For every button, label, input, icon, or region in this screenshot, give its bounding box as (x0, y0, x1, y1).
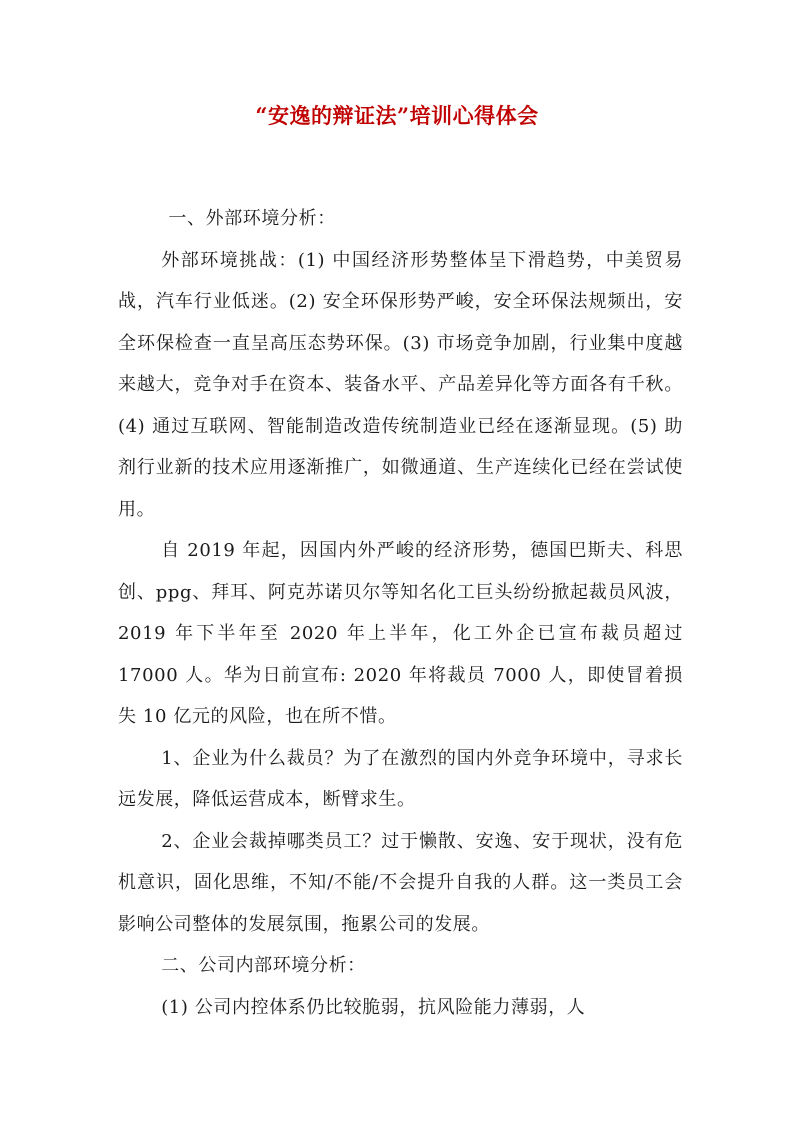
paragraph-internal-control: (1) 公司内控体系仍比较脆弱，抗风险能力薄弱，人 (161, 996, 586, 1018)
paragraph-who-laid-off: 2、企业会裁掉哪类员工？过于懒散、安逸、安于现状，没有危机意识，固化思维，不知/不能/不会提升自我的人群。这一类员工会影响公司整体的发展氛围，拖累公司的发展。 (118, 830, 683, 935)
section-heading-internal: 二、公司内部环境分析： (161, 955, 366, 976)
paragraph-layoffs: 自 2019 年起，因国内外严峻的经济形势，德国巴斯夫、科思创、ppg、拜耳、阿克苏诺贝尔等知名化工巨头纷纷掀起裁员风波，2019 年下半年至 2020 年上半年，化工外企已宣布裁员超过 17000 人。华为日前宣布: 2020 年将裁员 7000 人，即使冒着损失 10 亿元的风险，也在所不惜。 (118, 540, 683, 727)
paragraph-external-challenges: 外部环境挑战：(1) 中国经济形势整体呈下滑趋势，中美贸易战，汽车行业低迷。(2) 安全环保形势严峻，安全环保法规频出，安全环保检查一直呈高压态势环保。(3) 市场竞争加剧，行业集中度越来越大，竞争对手在资本、装备水平、产品差异化等方面各有千秋。(4) 通过互联网、智能制造改造传统制造业已经在逐渐显现。(5) 助剂行业新的技术应用逐渐推广，如微通道、生产连续化已经在尝试使用。 (118, 249, 683, 520)
section-heading-external: 一、外部环境分析： (168, 208, 336, 229)
document-title: “安逸的辩证法”培训心得体会 (255, 103, 539, 128)
paragraph-why-layoffs: 1、企业为什么裁员？为了在激烈的国内外竞争环境中，寻求长远发展，降低运营成本，断臂求生。 (118, 747, 683, 810)
document-body (118, 198, 683, 1028)
